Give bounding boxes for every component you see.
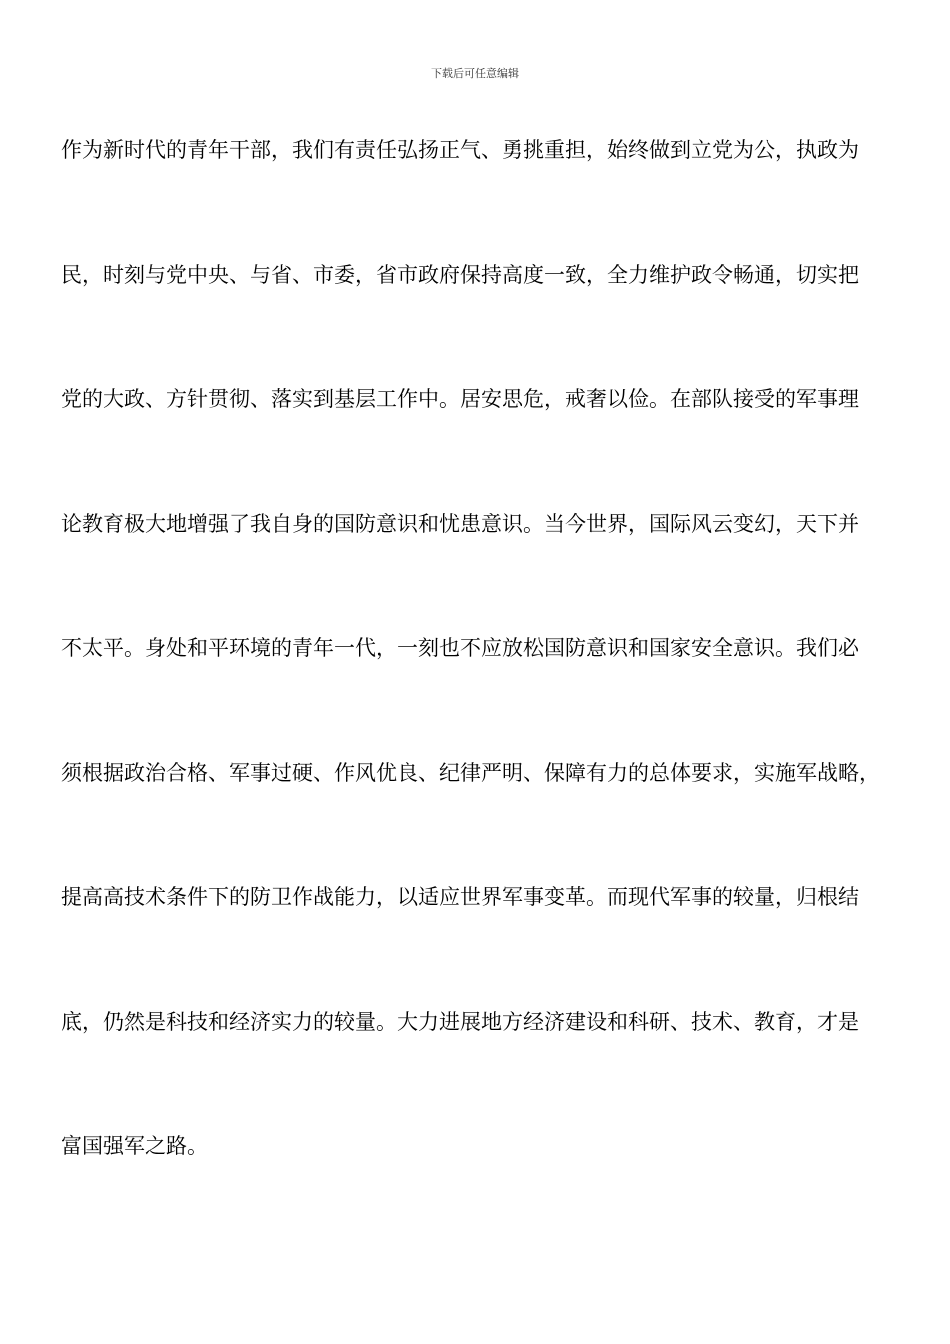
paragraph-line-8: 底，仍然是科技和经济实力的较量。大力进展地方经济建设和科研、技术、教育，才是	[61, 1010, 859, 1034]
paragraph-line-5: 不太平。身处和平环境的青年一代，一刻也不应放松国防意识和国家安全意识。我们必	[61, 636, 859, 660]
paragraph-line-7: 提高高技术条件下的防卫作战能力，以适应世界军事变革。而现代军事的较量，归根结	[61, 885, 859, 909]
paragraph-line-9: 富国强军之路。	[61, 1134, 208, 1158]
paragraph-line-4: 论教育极大地增强了我自身的国防意识和忧患意识。当今世界，国际风云变幻，天下并	[61, 512, 859, 536]
paragraph-line-1: 作为新时代的青年干部，我们有责任弘扬正气、勇挑重担，始终做到立党为公，执政为	[61, 138, 859, 162]
paragraph-line-6: 须根据政治合格、军事过硬、作风优良、纪律严明、保障有力的总体要求，实施军战略，	[61, 761, 880, 785]
paragraph-line-3: 党的大政、方针贯彻、落实到基层工作中。居安思危，戒奢以俭。在部队接受的军事理	[61, 387, 859, 411]
header-note: 下载后可任意编辑	[431, 67, 519, 80]
paragraph-line-2: 民，时刻与党中央、与省、市委，省市政府保持高度一致，全力维护政令畅通，切实把	[61, 263, 859, 287]
